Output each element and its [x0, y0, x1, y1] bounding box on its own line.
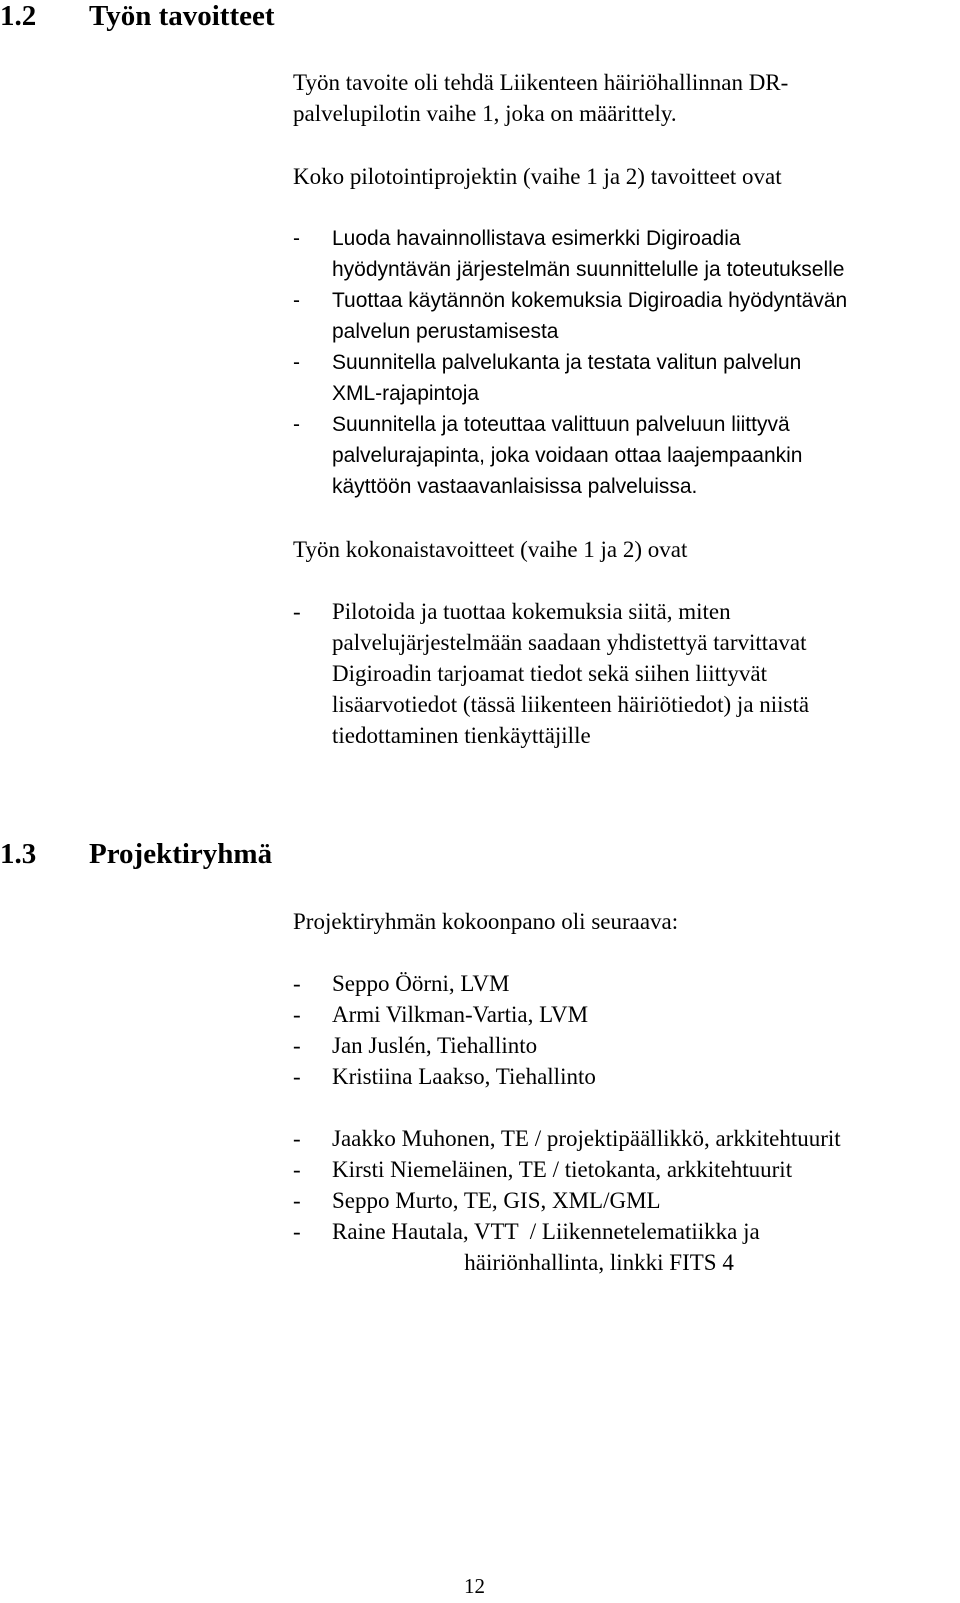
list-item: - Seppo Öörni, LVM	[293, 971, 510, 996]
list-item: - Seppo Murto, TE, GIS, XML/GML	[293, 1188, 661, 1213]
list-item: - Kristiina Laakso, Tiehallinto	[293, 1064, 596, 1089]
section-title: Projektiryhmä	[89, 838, 273, 870]
overall-goals-lead: Työn kokonaistavoitteet (vaihe 1 ja 2) ovat	[293, 537, 688, 562]
goals-list	[293, 223, 847, 502]
list-item: - Jaakko Muhonen, TE / projektipäällikkö, arkkitehtuurit	[293, 1126, 841, 1151]
list-item: - Luoda havainnollistava esimerkki Digiroadia hyödyntävän järjestelmän suunnittelulle ja toteutukselle	[293, 227, 845, 281]
section-number: 1.3	[0, 838, 37, 870]
team-list-ministry	[293, 968, 596, 1092]
list-item: - Armi Vilkman-Vartia, LVM	[293, 1002, 589, 1027]
section-heading-1-2	[0, 0, 275, 32]
list-item: - Suunnitella ja toteuttaa valittuun palveluun liittyvä palvelurajapinta, joka voidaan ottaa laajempaankin käyttöön vastaavanlaisissa palveluissa.	[293, 413, 803, 498]
list-item: - Tuottaa käytännön kokemuksia Digiroadia hyödyntävän palvelun perustamisesta	[293, 289, 848, 343]
goals-lead: Koko pilotointiprojektin (vaihe 1 ja 2) tavoitteet ovat	[293, 164, 782, 189]
section-heading-1-3	[0, 838, 272, 870]
section-number: 1.2	[0, 0, 37, 32]
list-item: - Kirsti Niemeläinen, TE / tietokanta, arkkitehtuurit	[293, 1157, 793, 1182]
list-item: - Jan Juslén, Tiehallinto	[293, 1033, 538, 1058]
list-item: - Suunnitella palvelukanta ja testata valitun palvelun XML-rajapintoja	[293, 351, 802, 405]
intro-paragraph: Työn tavoite oli tehdä Liikenteen häiriöhallinnan DR- palvelupilotin vaihe 1, joka on määrittely.	[293, 70, 789, 126]
page-number: 12	[464, 1574, 485, 1598]
overall-goals-list	[293, 596, 809, 751]
team-lead: Projektiryhmän kokoonpano oli seuraava:	[293, 909, 679, 934]
list-item: - Raine Hautala, VTT / Liikennetelematiikka ja häiriönhallinta, linkki FITS 4	[293, 1219, 760, 1275]
list-item: - Pilotoida ja tuottaa kokemuksia siitä, miten palvelujärjestelmään saadaan yhdistettyä tarvittavat Digiroadin tarjoamat tiedot sekä siihen liittyvät lisäarvotiedot (tässä liikenteen häiriötiedot) ja niistä tiedottaminen tienkäyttäjille	[293, 599, 810, 748]
section-title: Työn tavoitteet	[89, 0, 275, 32]
team-list-contractors	[293, 1123, 841, 1278]
